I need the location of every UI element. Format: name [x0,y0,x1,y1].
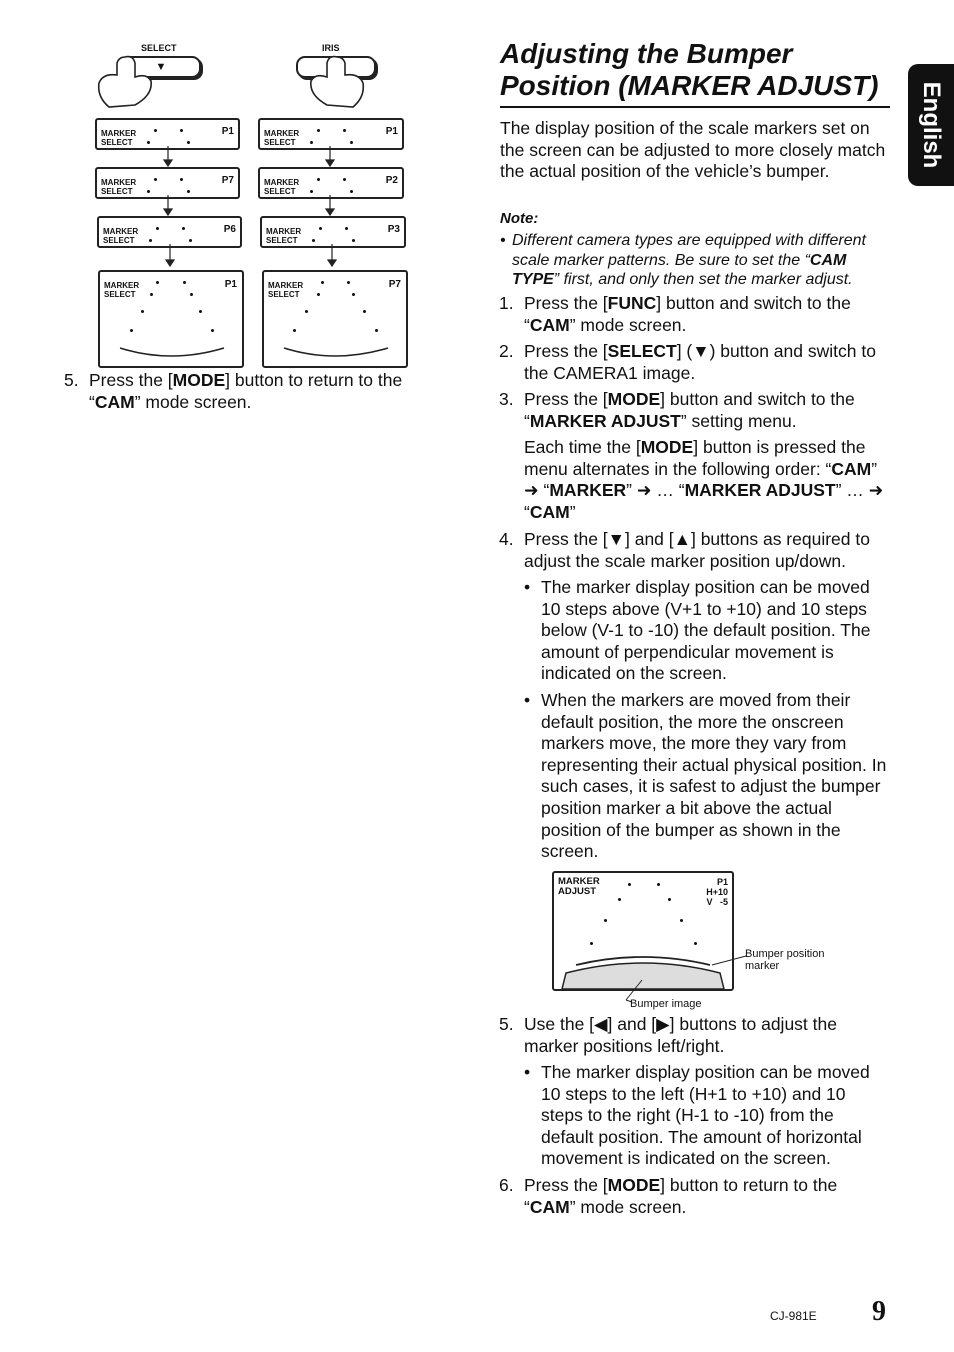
left-triangle-icon: ◀ [594,1014,608,1034]
model-code: CJ-981E [770,1309,817,1323]
page-title [500,38,890,108]
s4-a: Press the [ [524,529,608,549]
note-item [500,231,895,290]
language-tab-label: English [918,81,945,169]
step-4-bullet-1 [524,577,889,685]
ms-line2: SELECT [103,235,135,245]
note-text-a: Different camera types are equipped with different scale marker patterns. Be sure to set the “ [512,232,866,269]
s5-b1-text: The marker display position can be moved 10 steps to the left (H+1 to +10) and 10 steps to the right (H-1 to -10) from the default position. The amount of horizontal movement is indicated on the screen. [541,1062,870,1169]
s4-c: ] buttons as required to adjust the scale marker position up/down. [524,529,870,571]
marker-select-screen-full [262,270,408,368]
marker-select-screen-full [98,270,244,368]
page-label: P2 [385,175,398,186]
s3s-j: CAM [529,501,570,522]
ms-line2: SELECT [268,289,300,299]
note-text-c: ” first, and only then set the marker adjust. [553,271,853,288]
page-label: P6 [223,224,236,235]
l5-a: Press the [ [89,370,173,390]
s3-e: ” setting menu. [680,410,797,431]
s3s-h: MARKER ADJUST [684,480,836,501]
ms-line1: MARKER [266,227,302,236]
step-4-number: 4. [499,529,514,549]
step-4-text [524,529,889,572]
left-step-5-number: 5. [64,370,79,390]
s4-b1-text: The marker display position can be moved 10 steps above (V+1 to +10) and 10 steps below (V-1 to -10) the default position. The amount of perpendicular movement is indicated on the screen. [541,577,871,684]
s3s-k: ” [569,501,576,522]
step-2-text [524,341,889,384]
up-triangle-icon: ▲ [673,529,691,549]
s5-c: ] buttons to adjust the marker positions left/right. [524,1014,837,1056]
step-1-number: 1. [499,293,514,313]
l5-c: ] button to return to the “ [89,370,403,412]
bullet: • [524,577,531,597]
bpm-caption-2: marker [745,960,780,972]
ms-line1: MARKER [101,178,137,187]
s3-a: Press the [ [524,389,608,409]
s3s-e: ” ➜ “ [524,458,878,501]
ms-line2: SELECT [101,186,133,196]
step-5-bullet-1 [524,1062,889,1170]
right-triangle-icon: ▶ [656,1014,670,1034]
bumper-image-caption: Bumper image [630,998,702,1010]
ma-v: V -5 [706,897,728,907]
marker-dot [352,239,355,242]
left-step-5-text [89,370,439,413]
step-5-text [524,1014,889,1057]
down-triangle-icon: ▼ [607,529,625,549]
ms-line1: MARKER [104,281,140,290]
ms-line2: SELECT [264,186,296,196]
s5-b: ] and [ [607,1014,657,1034]
marker-select-label [103,228,138,245]
ms-line1: MARKER [264,178,300,187]
s4-b2-text: When the markers are moved from their default position, the more the onscreen markers move, the more they vary from representing their actual physical position. In such cases, it is safest to adjust the bumper position marker a bit above the actual position of the bumper as shown in the screen. [541,690,887,862]
marker-select-label [101,179,136,196]
page-label: P1 [221,126,234,137]
s2-c: ] ( [676,341,693,361]
ma-p: P1 [716,877,728,887]
page-label: P1 [224,279,237,290]
title-line-2: Position (MARKER ADJUST) [500,70,879,101]
s3s-a: Each time the [ [524,437,641,457]
select-button-label: SELECT [141,43,177,53]
s2-b: SELECT [607,341,677,361]
step-3-sub [524,437,889,523]
step-6-text [524,1175,889,1218]
page-label: P1 [385,126,398,137]
step-5-number: 5. [499,1014,514,1034]
note-text [512,231,895,290]
marker-dot [350,190,353,193]
s1-b: FUNC [607,293,657,313]
ma-h: H+10 [706,887,728,897]
l5-b: MODE [172,370,226,390]
s3-b: MODE [607,389,661,409]
bullet: • [524,690,531,710]
language-tab [908,64,954,186]
page-number: 9 [872,1296,886,1327]
ma-line2: ADJUST [558,886,597,897]
bumper-position-marker-caption [745,948,825,972]
s6-c: ] button to return to the “ [524,1175,838,1217]
flow-arrows [150,80,350,272]
s3s-f: MARKER [549,480,627,501]
title-line-1: Adjusting the Bumper [500,38,793,69]
marker-select-label [101,130,136,147]
s3-d: MARKER ADJUST [529,410,681,431]
down-triangle-icon: ▼ [155,61,167,73]
marker-dot [350,141,353,144]
s6-e: ” mode screen. [569,1196,687,1217]
s1-e: ” mode screen. [569,314,687,335]
ms-line2: SELECT [104,289,136,299]
s5-a: Use the [ [524,1014,595,1034]
s2-a: Press the [ [524,341,608,361]
page-label: P7 [388,279,401,290]
ma-line1: MARKER [558,876,600,887]
step-3-text [524,389,889,432]
s2-d: ) button and switch to the CAMERA1 image. [524,341,876,383]
s3s-i: ” … ➜ “ [524,480,884,522]
page-label: P3 [387,224,400,235]
l5-e: ” mode screen. [134,391,252,412]
s3s-d: CAM [831,458,872,479]
bpm-caption-1: Bumper position [745,948,825,960]
step-6-number: 6. [499,1175,514,1195]
ms-line2: SELECT [101,137,133,147]
ms-line2: SELECT [264,137,296,147]
note-text-b: CAM TYPE [512,251,847,288]
down-triangle-icon: ▼ [692,341,710,361]
bumper-curve [100,272,242,366]
s6-a: Press the [ [524,1175,608,1195]
s1-a: Press the [ [524,293,608,313]
s3s-c: ] button is pressed the menu alternates in the following order: “ [524,437,866,479]
step-4-bullet-2 [524,690,889,863]
step-3-number: 3. [499,389,514,409]
s6-d: CAM [529,1196,570,1217]
bullet: • [524,1062,531,1082]
page-label: P7 [221,175,234,186]
step-1-text [524,293,889,336]
iris-button-label: IRIS [322,43,340,53]
s4-b: ] and [ [624,529,674,549]
ms-line1: MARKER [101,129,137,138]
ms-line1: MARKER [264,129,300,138]
ms-line1: MARKER [268,281,304,290]
s3s-b: MODE [640,437,694,457]
s6-b: MODE [607,1175,661,1195]
step-2-number: 2. [499,341,514,361]
ms-line2: SELECT [266,235,298,245]
bumper-curve [264,272,406,366]
note-bullet: • [500,232,506,249]
s1-c: ] button and switch to the “ [524,293,851,335]
intro-paragraph: The display position of the scale markers set on the screen can be adjusted to more closely match the actual position of the vehicle’s bumper. [500,118,886,182]
s1-d: CAM [529,314,570,335]
l5-d: CAM [94,391,135,412]
note-label: Note: [500,210,539,227]
s3-c: ] button and switch to the “ [524,389,855,431]
s3s-g: ” ➜ … “ [626,480,685,501]
ms-line1: MARKER [103,227,139,236]
